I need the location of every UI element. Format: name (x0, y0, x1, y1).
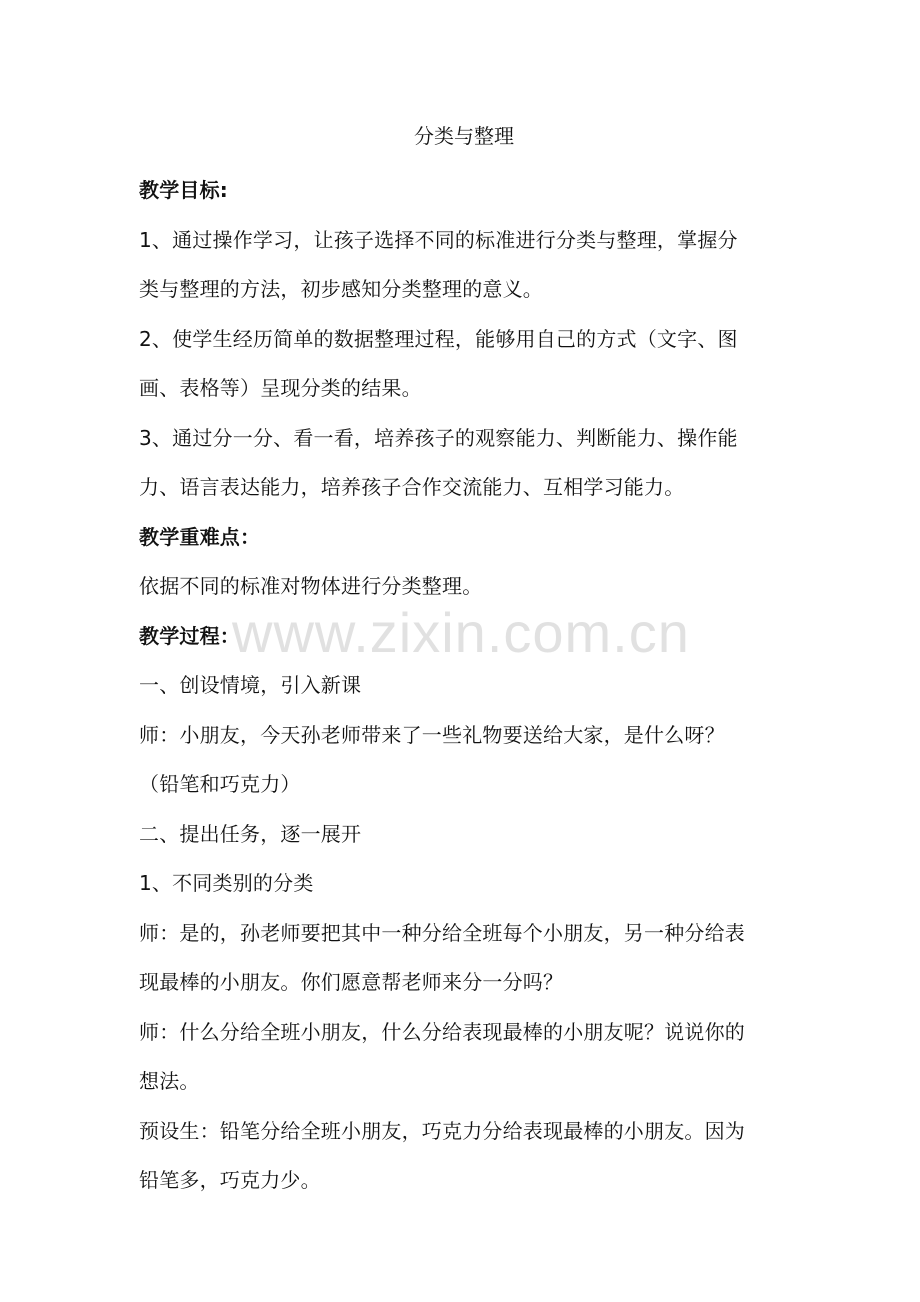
text-line: 一、创设情境，引入新课 (139, 673, 362, 697)
text-line: 师：小朋友，今天孙老师带来了一些礼物要送给大家，是什么呀？ (139, 722, 725, 747)
section-heading: 教学重难点： (139, 524, 261, 549)
text-line: 铅笔多，巧克力少。 (139, 1168, 321, 1192)
text-line: 类与整理的方法，初步感知分类整理的意义。 (139, 277, 543, 301)
text-line: 二、提出任务，逐一展开 (139, 821, 362, 846)
watermark: www.zixin.com.cn (232, 601, 690, 664)
text-line: 师：什么分给全班小朋友，什么分给表现最棒的小朋友呢？说说你的 (139, 1019, 745, 1044)
text-line: 1、不同类别的分类 (139, 871, 314, 895)
text-line: 3、通过分一分、看一看，培养孩子的观察能力、判断能力、操作能 (139, 425, 738, 450)
section-heading: 教学过程： (139, 623, 240, 648)
text-line: 现最棒的小朋友。你们愿意帮老师来分一分吗？ (139, 970, 564, 994)
text-line: 2、使学生经历简单的数据整理过程，能够用自己的方式（文字、图 (139, 326, 738, 351)
text-line: 预设生：铅笔分给全班小朋友，巧克力分给表现最棒的小朋友。因为 (139, 1118, 745, 1143)
text-line: 想法。 (139, 1069, 200, 1093)
text-line: 师：是的，孙老师要把其中一种分给全班每个小朋友，另一种分给表 (139, 920, 745, 945)
section-heading: 教学目标: (139, 178, 228, 202)
text-line: 1、通过操作学习，让孩子选择不同的标准进行分类与整理，掌握分 (139, 227, 738, 252)
text-line: 画、表格等）呈现分类的结果。 (139, 376, 422, 400)
document-title: 分类与整理 (414, 124, 514, 148)
text-line: 依据不同的标准对物体进行分类整理。 (139, 574, 483, 598)
text-line: （铅笔和巧克力） (139, 772, 301, 796)
document-lines (139, 166, 789, 1206)
text-line: 力、语言表达能力，培养孩子合作交流能力、互相学习能力。 (139, 475, 685, 499)
